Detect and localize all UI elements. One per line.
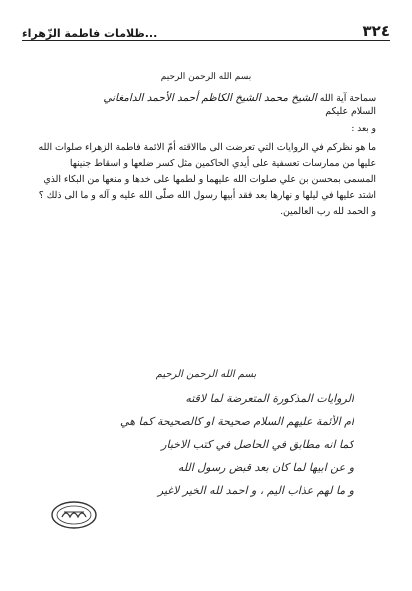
reply-line: و عن ابيها لما كان بعد قبض رسول الله [177,461,354,474]
running-head [22,18,390,40]
reply-line: الروايات المذكورة المتعرضة لما لاقته [185,392,354,405]
addressee-prefix: سماحة آية الله [319,93,376,104]
opening: و بعد : [351,124,376,134]
letter-basmala: بسم الله الرحمن الرحيم [160,72,252,82]
addressee-name: الشيخ محمد الشيخ الكاظم أحمد الأحمد الدامغاني [103,92,317,104]
reply-line: و ما لهم عذاب اليم ، و احمد لله الخير لاغير [157,484,354,497]
reply-basmala: بسم الله الرحمن الرحيم [155,369,257,380]
greeting: السلام عليكم [325,106,376,117]
page-number: ٣٢٤ [362,22,390,40]
question-paragraph: ما هو نظركم في الروايات التي تعرضت الى ماالاقته أمّ الائمة فاطمة الزهراء صلوات الله عليها من ممارسات تعسفية على أيدي الحاكمين مثل كسر ضلعها و اسقاط جنينها المسمى بمحسن بن علي صلوات الله عليهما و لطمها على خدها و منعها من البكاء الذي اشتد عليها في ليلها و نهارها بعد فقد أبيها رسول الله صلّى الله عليه و آله و ما الى ذلك ؟ و الحمد لله رب العالمين. [38,142,376,217]
seal-stamp [50,500,98,530]
reply-line: كما انه مطابق في الحاصل في كتب الاخبار [161,438,354,451]
addressee-line [36,90,376,107]
running-title: ...ظلامات فاطمة الزّهراء [22,27,158,40]
reply-line: ام الأئمة عليهم السلام صحيحة او كالصحيحة كما هي [120,415,354,428]
header-rule [22,40,390,41]
